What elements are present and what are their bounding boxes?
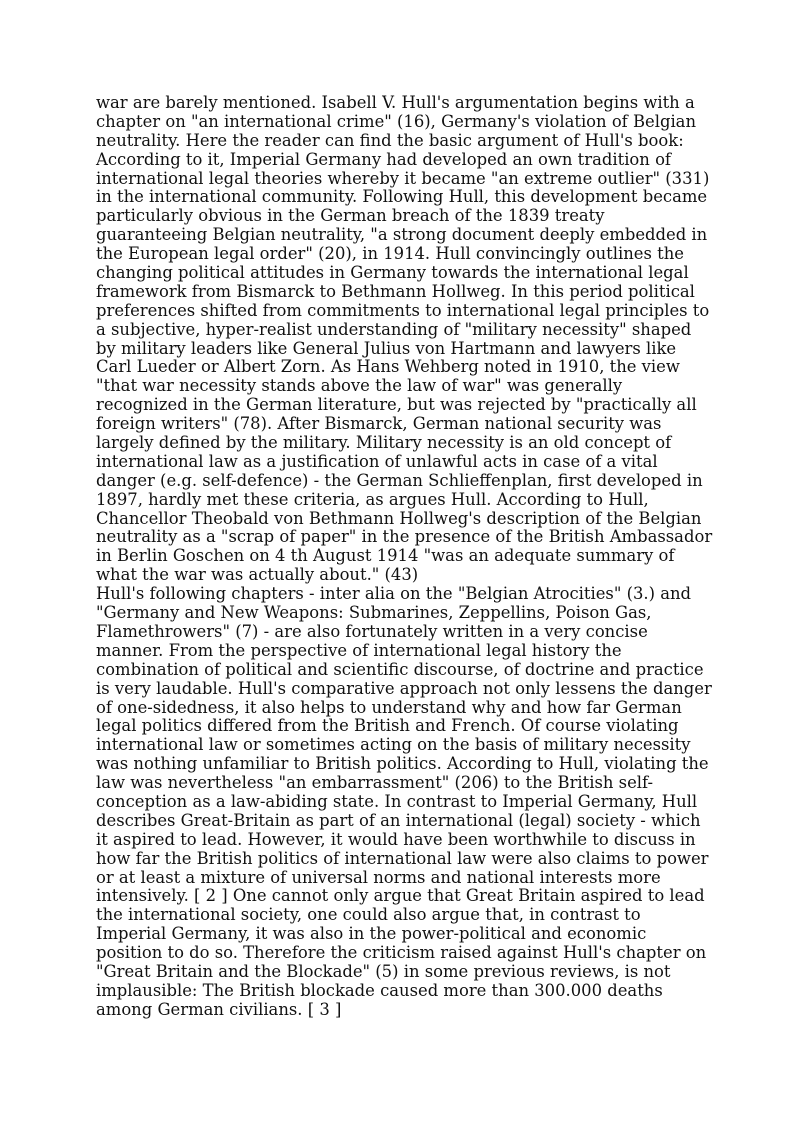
text-line: international legal theories whereby it became "an extreme outlier" (331): [96, 168, 710, 188]
text-line: conception as a law-abiding state. In contrast to Imperial Germany, Hull: [96, 791, 698, 811]
text-line: manner. From the perspective of international legal history the: [96, 640, 622, 660]
text-line: changing political attitudes in Germany towards the international legal: [96, 263, 689, 283]
text-line: position to do so. Therefore the criticism raised against Hull's chapter on: [96, 943, 707, 963]
text-line: in the international community. Following Hull, this development became: [96, 187, 708, 207]
text-line: "Germany and New Weapons: Submarines, Zeppellins, Poison Gas,: [96, 603, 652, 623]
text-line: was nothing unfamiliar to British politics. According to Hull, violating the: [96, 754, 709, 774]
text-line: neutrality. Here the reader can find the basic argument of Hull's book:: [96, 130, 684, 150]
text-line: among German civilians. [ 3 ]: [96, 999, 342, 1019]
text-line: describes Great-Britain as part of an international (legal) society - which: [96, 810, 701, 830]
text-line: Flamethrowers" (7) - are also fortunately written in a very concise: [96, 621, 648, 641]
text-line: Imperial Germany, it was also in the power-political and economic: [96, 924, 647, 944]
text-line: intensively. [ 2 ] One cannot only argue that Great Britain aspired to lead: [96, 886, 705, 906]
text-line: Chancellor Theobald von Bethmann Hollweg's description of the Belgian: [96, 508, 702, 528]
text-line: guaranteeing Belgian neutrality, "a strong document deeply embedded in: [96, 225, 708, 245]
text-line: legal politics differed from the British and French. Of course violating: [96, 716, 679, 736]
text-line: largely defined by the military. Military necessity is an old concept of: [96, 433, 672, 453]
text-line: 1897, hardly met these criteria, as argues Hull. According to Hull,: [96, 489, 649, 509]
text-line: by military leaders like General Julius von Hartmann and lawyers like: [96, 338, 677, 358]
text-line: Carl Lueder or Albert Zorn. As Hans Wehberg noted in 1910, the view: [96, 357, 680, 377]
text-line: how far the British politics of international law were also claims to power: [96, 848, 709, 868]
text-line: preferences shifted from commitments to international legal principles to: [96, 300, 710, 320]
text-line: particularly obvious in the German breach of the 1839 treaty: [96, 206, 605, 226]
text-line: international law as a justification of unlawful acts in case of a vital: [96, 451, 658, 471]
document-body: [96, 94, 716, 1020]
text-line: a subjective, hyper-realist understanding of "military necessity" shaped: [96, 319, 692, 339]
text-line: the European legal order" (20), in 1914. Hull convincingly outlines the: [96, 244, 684, 264]
text-line: "that war necessity stands above the law of war" was generally: [96, 376, 623, 396]
text-line: Hull's following chapters - inter alia on the "Belgian Atrocities" (3.) and: [96, 584, 692, 604]
text-line: combination of political and scientific discourse, of doctrine and practice: [96, 659, 704, 679]
text-line: what the war was actually about." (43): [96, 565, 419, 585]
text-line: of one-sidedness, it also helps to understand why and how far German: [96, 697, 682, 717]
text-line: foreign writers" (78). After Bismarck, German national security was: [96, 414, 662, 434]
text-line: implausible: The British blockade caused more than 300.000 deaths: [96, 980, 663, 1000]
text-line: "Great Britain and the Blockade" (5) in some previous reviews, is not: [96, 961, 671, 981]
text-line: international law or sometimes acting on the basis of military necessity: [96, 735, 691, 755]
text-line: framework from Bismarck to Bethmann Hollweg. In this period political: [96, 281, 695, 301]
text-line: war are barely mentioned. Isabell V. Hull's argumentation begins with a: [96, 93, 695, 112]
text-line: According to it, Imperial Germany had developed an own tradition of: [96, 149, 672, 169]
text-line: neutrality as a "scrap of paper" in the presence of the British Ambassador: [96, 527, 713, 547]
text-line: in Berlin Goschen on 4 th August 1914 "was an adequate summary of: [96, 546, 675, 566]
text-line: is very laudable. Hull's comparative approach not only lessens the danger: [96, 678, 712, 698]
text-line: chapter on "an international crime" (16), Germany's violation of Belgian: [96, 111, 697, 131]
paragraph: [96, 585, 716, 1019]
text-line: law was nevertheless "an embarrassment" (206) to the British self-: [96, 773, 654, 793]
text-line: or at least a mixture of universal norms and national interests more: [96, 867, 661, 887]
text-line: recognized in the German literature, but was rejected by "practically all: [96, 395, 697, 415]
paragraph: [96, 94, 716, 585]
text-line: danger (e.g. self-defence) - the German Schlieffenplan, first developed in: [96, 470, 703, 490]
text-line: the international society, one could also argue that, in contrast to: [96, 905, 641, 925]
text-line: it aspired to lead. However, it would have been worthwhile to discuss in: [96, 829, 696, 849]
